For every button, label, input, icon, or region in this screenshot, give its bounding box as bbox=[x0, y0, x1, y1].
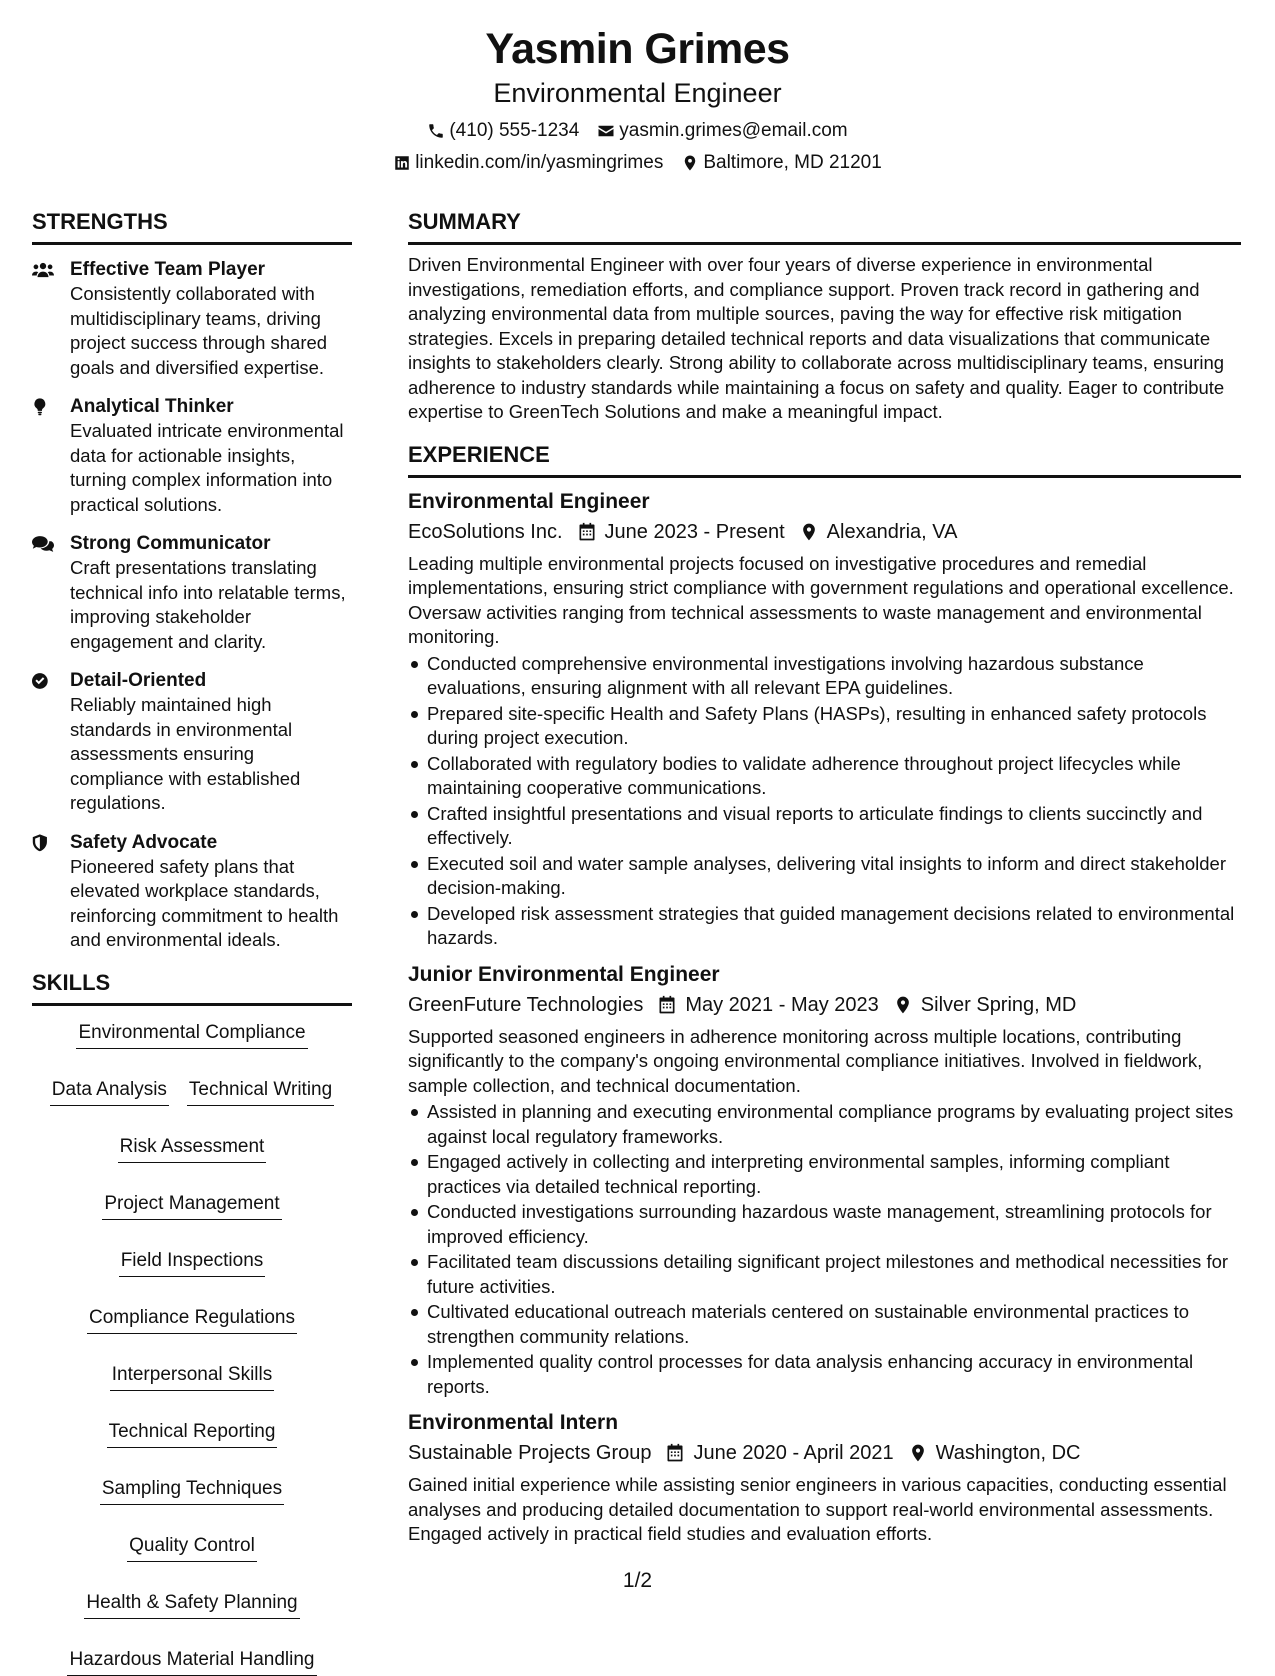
phone-text: (410) 555-1234 bbox=[449, 120, 580, 141]
linkedin-icon bbox=[393, 154, 411, 172]
summary-divider bbox=[408, 242, 1241, 245]
map-marker-icon bbox=[681, 154, 699, 172]
job-description: Gained initial experience while assisting senior engineers in various capacities, conducting essential analyses and producing detailed documentation to support real-world environmental assessments. Engaged actively in practical field studies and evaluation efforts. bbox=[408, 1474, 1227, 1544]
main-content bbox=[408, 206, 1241, 1547]
phone-contact bbox=[427, 118, 579, 144]
strength-desc: Evaluated intricate environmental data for actionable insights, turning complex information into practical solutions. bbox=[70, 420, 344, 515]
comments-icon bbox=[32, 534, 54, 554]
strength-item bbox=[32, 531, 352, 654]
phone-icon bbox=[427, 122, 445, 140]
job-location: Washington, DC bbox=[935, 1442, 1081, 1464]
strength-item bbox=[32, 394, 352, 517]
map-marker-icon bbox=[893, 995, 913, 1015]
job-title: Environmental Engineer bbox=[408, 489, 650, 513]
job-description: Supported seasoned engineers in adherence monitoring across multiple locations, contributing significantly to the company's ongoing environmental compliance initiatives. Involved in fieldwork, sample collection, and technical documentation. bbox=[408, 1025, 1203, 1096]
skills-divider bbox=[32, 1003, 352, 1006]
skill-tag: Environmental Compliance bbox=[76, 1020, 307, 1049]
resume-header bbox=[0, 22, 1275, 176]
skill-tag: Sampling Techniques bbox=[100, 1476, 284, 1505]
job-dates: June 2023 - Present bbox=[604, 520, 785, 543]
location-contact bbox=[681, 150, 881, 176]
skill-tag: Field Inspections bbox=[119, 1248, 266, 1277]
calendar-icon bbox=[577, 522, 597, 542]
skill-tag: Technical Writing bbox=[187, 1077, 334, 1106]
job-meta bbox=[408, 1439, 1241, 1467]
job-bullet: Prepared site-specific Health and Safety Plans (HASPs), resulting in enhanced safety protocols during project execution. bbox=[408, 702, 1241, 751]
job-bullet: Conducted investigations surrounding hazardous waste management, streamlining protocols for improved efficiency. bbox=[408, 1200, 1241, 1249]
job-bullet: Implemented quality control processes for data analysis enhancing accuracy in environmental reports. bbox=[408, 1350, 1241, 1399]
summary-text: Driven Environmental Engineer with over four years of diverse experience in environmental investigations, remediation efforts, and compliance support. Proven track record in gathering and analyzing environmental data from multiple sources, paving the way for effective risk mitigation strategies. Excels in preparing detailed technical reports and data visualizations that communicate insights to stakeholders clearly. Strong ability to collaborate across multidisciplinary teams, ensuring adherence to industry standards while maintaining a focus on safety and quality. Eager to contribute expertise to GreenTech Solutions and make a meaningful impact. bbox=[408, 254, 1225, 422]
skill-tag: Hazardous Material Handling bbox=[67, 1647, 316, 1676]
job-location: Alexandria, VA bbox=[826, 520, 958, 543]
skill-tag: Interpersonal Skills bbox=[110, 1362, 275, 1391]
job-bullets bbox=[408, 1100, 1241, 1399]
job-bullet: Cultivated educational outreach materials centered on sustainable environmental practices to strengthen community relations. bbox=[408, 1300, 1241, 1349]
strength-title: Safety Advocate bbox=[70, 831, 218, 853]
job-dates: June 2020 - April 2021 bbox=[693, 1442, 894, 1464]
email-text[interactable]: yasmin.grimes@email.com bbox=[619, 120, 848, 141]
summary-heading: SUMMARY bbox=[408, 209, 521, 234]
experience-divider bbox=[408, 475, 1241, 478]
strength-title: Detail-Oriented bbox=[70, 670, 207, 691]
strength-item bbox=[32, 668, 352, 816]
job-entry bbox=[408, 961, 1241, 1400]
strength-desc: Craft presentations translating technical info into relatable terms, improving stakeholder engagement and clarity. bbox=[70, 557, 346, 652]
linkedin-text[interactable]: linkedin.com/in/yasmingrimes bbox=[415, 152, 664, 173]
skill-tag: Risk Assessment bbox=[118, 1134, 267, 1163]
job-title: Environmental Intern bbox=[408, 1411, 619, 1434]
lightbulb-icon bbox=[32, 397, 54, 417]
skill-tag: Quality Control bbox=[127, 1533, 257, 1562]
strength-title: Analytical Thinker bbox=[70, 396, 234, 417]
job-bullet: Conducted comprehensive environmental investigations involving hazardous substance evaluations, ensuring alignment with all relevant EPA guidelines. bbox=[408, 652, 1241, 701]
strength-desc: Reliably maintained high standards in environmental assessments ensuring compliance with established regulations. bbox=[70, 694, 301, 813]
strength-title: Strong Communicator bbox=[70, 533, 271, 554]
job-company: EcoSolutions Inc. bbox=[408, 520, 563, 543]
email-contact[interactable] bbox=[597, 118, 847, 144]
job-description: Leading multiple environmental projects focused on investigative procedures and remedial implementations, ensuring strict compliance with government regulations and operational excellence. Oversaw activities ranging from technical assessments to waste management and environmental monitoring. bbox=[408, 552, 1234, 647]
location-text: Baltimore, MD 21201 bbox=[703, 152, 882, 173]
experience-heading: EXPERIENCE bbox=[408, 441, 550, 467]
skills-heading: SKILLS bbox=[32, 969, 111, 995]
candidate-name: Yasmin Grimes bbox=[485, 25, 790, 73]
contact-row-2 bbox=[0, 150, 1275, 176]
job-bullet: Crafted insightful presentations and visual reports to articulate findings to clients succinctly and effectively. bbox=[408, 802, 1241, 851]
sidebar bbox=[32, 206, 352, 1676]
job-dates: May 2021 - May 2023 bbox=[685, 993, 879, 1016]
map-marker-icon bbox=[908, 1443, 928, 1463]
strength-desc: Consistently collaborated with multidisciplinary teams, driving project success through shared goals and diversified expertise. bbox=[70, 283, 328, 378]
strength-title: Effective Team Player bbox=[70, 259, 266, 280]
skill-tag: Data Analysis bbox=[50, 1077, 169, 1106]
job-bullet: Developed risk assessment strategies that guided management decisions related to environmental hazards. bbox=[408, 902, 1241, 951]
strengths-list bbox=[32, 257, 352, 953]
job-meta bbox=[408, 991, 1241, 1019]
job-bullet: Assisted in planning and executing environmental compliance programs by evaluating project sites against local regulatory frameworks. bbox=[408, 1100, 1241, 1149]
job-company: GreenFuture Technologies bbox=[408, 993, 644, 1016]
job-bullets bbox=[408, 652, 1241, 951]
skill-tag: Health & Safety Planning bbox=[84, 1590, 299, 1619]
job-title: Junior Environmental Engineer bbox=[408, 962, 720, 986]
strength-item bbox=[32, 830, 352, 953]
job-entry bbox=[408, 1409, 1241, 1547]
job-bullet: Facilitated team discussions detailing significant project milestones and methodical necessities for future activities. bbox=[408, 1250, 1241, 1299]
page-number: 1/2 bbox=[622, 1569, 653, 1592]
strengths-heading: STRENGTHS bbox=[32, 209, 168, 234]
calendar-icon bbox=[665, 1443, 685, 1463]
users-icon bbox=[32, 260, 54, 280]
calendar-icon bbox=[657, 995, 677, 1015]
envelope-icon bbox=[597, 122, 615, 140]
skill-tag: Compliance Regulations bbox=[87, 1305, 297, 1334]
linkedin-contact[interactable] bbox=[393, 150, 663, 176]
candidate-title: Environmental Engineer bbox=[493, 78, 782, 108]
job-company: Sustainable Projects Group bbox=[408, 1442, 652, 1464]
skill-tag: Project Management bbox=[102, 1191, 281, 1220]
job-meta bbox=[408, 518, 1241, 546]
job-location: Silver Spring, MD bbox=[920, 993, 1077, 1016]
job-entry bbox=[408, 488, 1241, 951]
map-marker-icon bbox=[799, 522, 819, 542]
strengths-divider bbox=[32, 242, 352, 245]
strength-item bbox=[32, 257, 352, 380]
check-circle-icon bbox=[32, 671, 54, 691]
skill-tag: Technical Reporting bbox=[107, 1419, 278, 1448]
job-bullet: Collaborated with regulatory bodies to validate adherence throughout project lifecycles while maintaining cooperative communications. bbox=[408, 752, 1241, 801]
experience-list bbox=[408, 488, 1241, 1547]
job-bullet: Engaged actively in collecting and interpreting environmental samples, informing compliant practices via detailed technical reporting. bbox=[408, 1150, 1241, 1199]
job-bullet: Executed soil and water sample analyses, delivering vital insights to inform and direct stakeholder decision-making. bbox=[408, 852, 1241, 901]
shield-icon bbox=[32, 833, 54, 853]
contact-row-1 bbox=[0, 118, 1275, 144]
strength-desc: Pioneered safety plans that elevated workplace standards, reinforcing commitment to health and environmental ideals. bbox=[70, 855, 339, 950]
